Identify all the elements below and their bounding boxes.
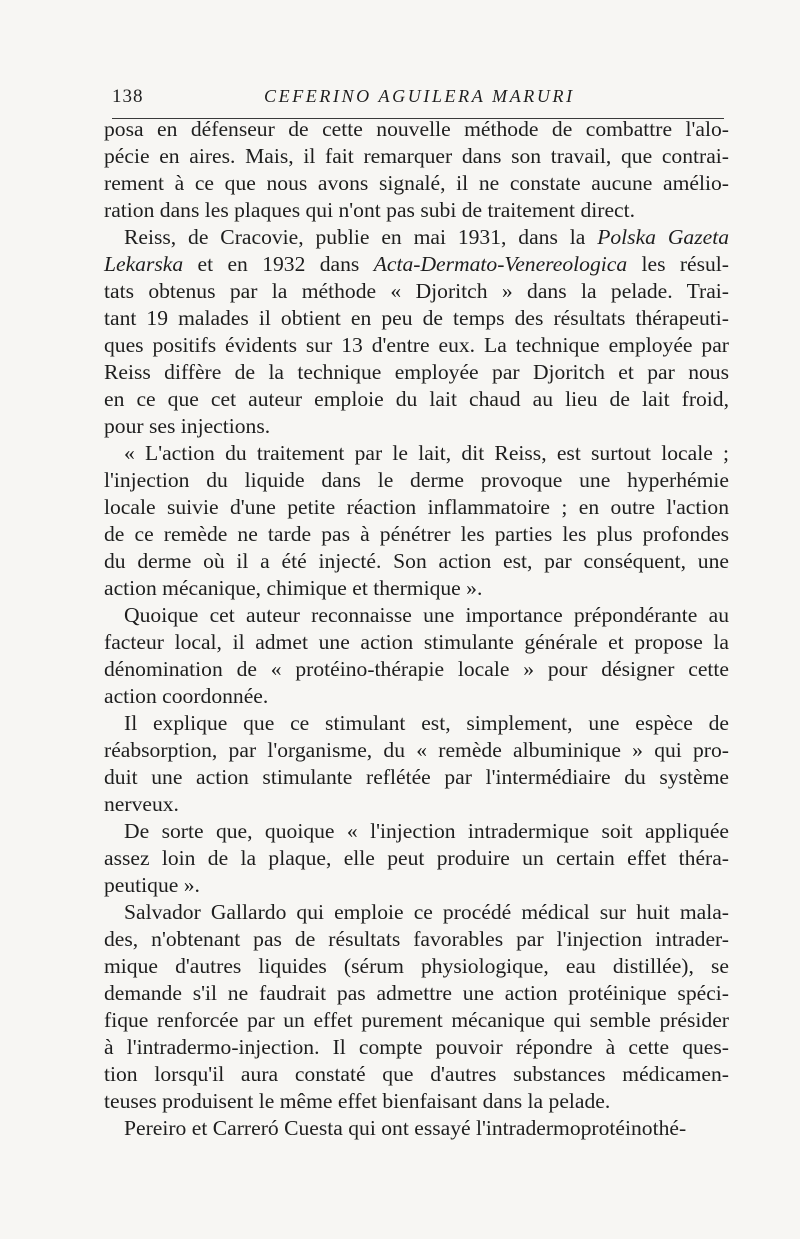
text-line: teuses produisent le même effet bienfaisant dans la pelade. [104,1089,611,1113]
paragraph [104,710,729,818]
text-line: Reiss, de Cracovie, publie en mai 1931, dans la Polska Gazeta [124,225,729,249]
text-line: rement à ce que nous avons signalé, il ne constate aucune amélio- [104,171,729,195]
text-line: peutique ». [104,873,200,897]
text-line: ration dans les plaques qui n'ont pas subi de traitement direct. [104,198,636,222]
paragraph [104,602,729,710]
text-line: tion lorsqu'il aura constaté que d'autres substances médicamen- [104,1062,729,1086]
text-line: Quoique cet auteur reconnaisse une importance prépondérante au [124,603,729,627]
text-line: duit une action stimulante reflétée par l'intermédiaire du système [104,765,729,789]
text-line: dénomination de « protéino-thérapie locale » pour désigner cette [104,657,729,681]
page-number: 138 [112,86,144,107]
text-line: assez loin de la plaque, elle peut produire un certain effet théra- [104,846,729,870]
paragraph [104,1115,729,1142]
text-line: action mécanique, chimique et thermique ». [104,576,483,600]
text-line: Salvador Gallardo qui emploie ce procédé médical sur huit mala- [124,900,729,924]
text-line: nerveux. [104,792,179,816]
text-line: action coordonnée. [104,684,269,708]
text-line: facteur local, il admet une action stimulante générale et propose la [104,630,729,654]
text-line: fique renforcée par un effet purement mécanique qui semble présider [104,1008,729,1032]
text-line: Il explique que ce stimulant est, simplement, une espèce de [124,711,729,735]
body-text [104,116,729,1142]
text-line: « L'action du traitement par le lait, dit Reiss, est surtout locale ; [124,441,729,465]
text-line: des, n'obtenant pas de résultats favorables par l'injection intrader- [104,927,729,951]
running-title: CEFERINO AGUILERA MARURI [264,86,575,106]
text-line: en ce que cet auteur emploie du lait chaud au lieu de lait froid, [104,387,729,411]
paragraph [104,224,729,440]
paragraph [104,440,729,602]
text-line: Reiss diffère de la technique employée par Djoritch et par nous [104,360,729,384]
text-line: demande s'il ne faudrait pas admettre une action protéinique spéci- [104,981,729,1005]
text-line: mique d'autres liquides (sérum physiologique, eau distillée), se [104,954,729,978]
paragraph [104,116,729,224]
text-line: Lekarska et en 1932 dans Acta-Dermato-Venereologica les résul- [104,252,730,276]
paragraph [104,818,729,899]
text-line: tant 19 malades il obtient en peu de temps des résultats thérapeuti- [104,306,729,330]
page-header [112,82,724,112]
text-line: du derme où il a été injecté. Son action est, par conséquent, une [104,549,729,573]
text-line: pour ses injections. [104,414,271,438]
text-line: tats obtenus par la méthode « Djoritch » dans la pelade. Trai- [104,279,729,303]
text-line: De sorte que, quoique « l'injection intradermique soit appliquée [124,819,729,843]
text-line: de ce remède ne tarde pas à pénétrer les parties les plus profondes [104,522,729,546]
text-line: l'injection du liquide dans le derme provoque une hyperhémie [104,468,729,492]
text-line: Pereiro et Carreró Cuesta qui ont essayé l'intradermoprotéinothé- [124,1116,687,1140]
text-line: pécie en aires. Mais, il fait remarquer dans son travail, que contrai- [104,144,729,168]
text-line: réabsorption, par l'organisme, du « remède albuminique » qui pro- [104,738,729,762]
text-line: à l'intradermo-injection. Il compte pouvoir répondre à cette ques- [104,1035,729,1059]
paragraph [104,899,729,1115]
text-line: posa en défenseur de cette nouvelle méthode de combattre l'alo- [104,117,729,141]
text-line: ques positifs évidents sur 13 d'entre eux. La technique employée par [104,333,729,357]
text-line: locale suivie d'une petite réaction inflammatoire ; en outre l'action [104,495,729,519]
